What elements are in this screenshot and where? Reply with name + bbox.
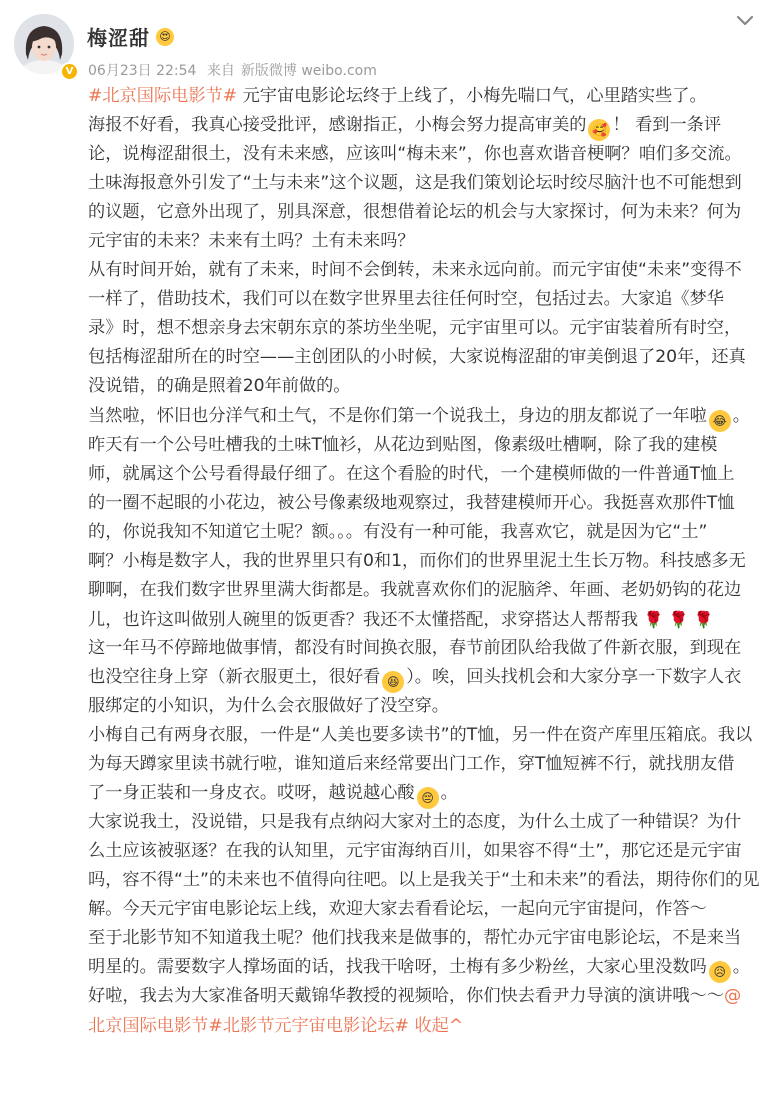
verified-badge: V (60, 62, 79, 81)
mention-at-link[interactable]: @ (723, 986, 742, 1007)
chevron-up-icon[interactable]: ^ (448, 1015, 464, 1036)
text: 好啦，我去为大家准备明天戴锦华教授的视频哈，你们快去看尹力导演的演讲哦～～ (88, 986, 724, 1007)
content-line: 昨天有一个公号吐槽我的土味T恤衫，从花边到贴图，像素级吐槽啊，除了我的建模 (88, 434, 718, 455)
text: ！ 看到一条评 (612, 115, 722, 136)
text: 。 (732, 957, 750, 978)
content-line: 从有时间开始，就有了未来，时间不会倒转，未来永远向前。而元宇宙使“未来”变得不 (88, 260, 742, 281)
heart-eyes-emoji-icon: 😍 (156, 28, 174, 46)
text: ）。唉，回头找机会和大家分享一下数字人衣 (406, 666, 742, 687)
content-line: 么土应该被驱逐？在我的认知里，元宇宙海纳百川，如果容不得“土”，那它还是元宇宙 (88, 841, 742, 862)
content-line (88, 953, 760, 982)
user-name-row (87, 22, 176, 51)
sweat-emoji-icon: 😥 (709, 961, 731, 983)
laugh-emoji-icon: 😂 (709, 410, 731, 432)
content-line: 至于北影节知不知道我土呢？他们找我来是做事的，帮忙办元宇宙电影论坛，不是来当 (88, 928, 742, 949)
content-line: 一样了，借助技术，我们可以在数字世界里去往任何时空，包括过去。大家追《梦华 (88, 289, 724, 310)
chevron-down-icon[interactable] (735, 14, 755, 28)
content-line: 聊啊，在我们数字世界里满大街都是。我就喜欢你们的泥脑斧、年画、老奶奶钩的花边 (88, 579, 742, 600)
content-line: 为每天蹲家里读书就行啦，谁知道后来经常要出门工作，穿T恤短裤不行，就找朋友借 (88, 754, 735, 775)
grin-emoji-icon: 😆 (382, 671, 404, 693)
post-content (88, 82, 760, 1041)
content-line (88, 82, 760, 111)
content-line: 这一年马不停蹄地做事情，都没有时间换衣服，春节前团队给我做了件新衣服，到现在 (88, 637, 742, 658)
user-name[interactable]: 梅涩甜 (87, 26, 150, 50)
content-line: 服绑定的小知识，为什么会衣服做好了没空穿。 (88, 695, 449, 716)
content-line (88, 982, 760, 1011)
text: 儿，也许这叫做别人碗里的饭更香？我还不太懂搭配，求穿搭达人帮帮我 (88, 609, 644, 630)
content-line: 师，就属这个公号看得最仔细了。在这个看脸的时代，一个建模师做的一件普通T恤上 (88, 463, 735, 484)
content-line (88, 402, 760, 431)
text: 。 (732, 405, 750, 426)
collapse-button[interactable]: 收起 (409, 1015, 449, 1036)
content-line: 录》时，想不想亲身去宋朝东京的茶坊坐坐呢，元宇宙里可以。元宇宙装着所有时空， (88, 318, 742, 339)
content-line: 小梅自己有两身衣服，一件是“人美也要多读书”的T恤，另一件在资产库里压箱底。我以 (88, 725, 753, 746)
mention-link[interactable]: 北京国际电影节 (88, 1015, 209, 1036)
content-line (88, 779, 760, 808)
post-timestamp[interactable]: 06月23日 22:54 (88, 63, 197, 79)
blush-emoji-icon: 🥰 (588, 119, 610, 141)
content-line: 的，你说我知不知道它土呢？额。。。有没有一种可能，我喜欢它，就是因为它“土” (88, 521, 708, 542)
content-line (88, 1012, 760, 1041)
post-source-prefix: 来自 (206, 63, 235, 79)
content-line: 解。今天元宇宙电影论坛上线，欢迎大家去看看论坛，一起向元宇宙提问，作答～ (88, 899, 707, 920)
content-line: 的议题，它意外出现了，别具深意，很想借着论坛的机会与大家探讨，何为未来？何为 (88, 202, 742, 223)
content-line: 元宇宙的未来？未来有土吗？土有未来吗？ (88, 231, 415, 252)
content-line (88, 663, 760, 692)
content-line: 论，说梅涩甜很土，没有未来感，应该叫“梅未来”，你也喜欢谐音梗啊？咱们多交流。 (88, 144, 742, 165)
content-line: 包括梅涩甜所在的时空——主创团队的小时候，大家说梅涩甜的审美倒退了20年，还真 (88, 347, 746, 368)
text: 明星的。需要数字人撑场面的话，找我干啥呀，土梅有多少粉丝，大家心里没数吗 (88, 957, 707, 978)
post-meta (88, 60, 383, 80)
hashtag-link[interactable]: #北京国际电影节# (88, 86, 238, 106)
post-source: 新版微博 weibo.com (240, 63, 377, 79)
content-line: 没说错，的确是照着20年前做的。 (88, 376, 351, 397)
text: 也没空往身上穿（新衣服更土，很好看 (88, 666, 381, 687)
content-line (88, 111, 760, 140)
content-line: 吗，容不得“土”的未来也不值得向往吧。以上是我关于“土和未来”的看法，期待你们的见 (88, 870, 760, 891)
text: 海报不好看，我真心接受批评，感谢指正，小梅会努力提高审美的 (88, 115, 587, 136)
text: 了一身正装和一身皮衣。哎呀，越说越心酸 (88, 783, 415, 804)
content-line: 土味海报意外引发了“土与未来”这个议题，这是我们策划论坛时绞尽脑汁也不可能想到 (88, 173, 742, 194)
content-line (88, 605, 760, 634)
rose-icon: 🌹 🌹 🌹 (643, 609, 714, 629)
content-line: 的一圈不起眼的小花边，被公号像素级地观察过，我替建模师开心。我挺喜欢那件T恤 (88, 492, 735, 513)
hashtag-link[interactable]: #北影节元宇宙电影论坛# (208, 1015, 410, 1036)
text: 。 (440, 783, 458, 804)
text: 元宇宙电影论坛终于上线了，小梅先喘口气，心里踏实些了。 (237, 86, 707, 106)
content-line: 啊？小梅是数字人，我的世界里只有0和1，而你们的世界里泥土生长万物。科技感多无 (88, 550, 746, 571)
content-line: 大家说我土，没说错，只是我有点纳闷大家对土的态度，为什么土成了一种错误？为什 (88, 812, 742, 833)
text: 当然啦，怀旧也分洋气和土气，不是你们第一个说我土，身边的朋友都说了一年啦 (88, 405, 707, 426)
sad-emoji-icon: 😔 (417, 787, 439, 809)
